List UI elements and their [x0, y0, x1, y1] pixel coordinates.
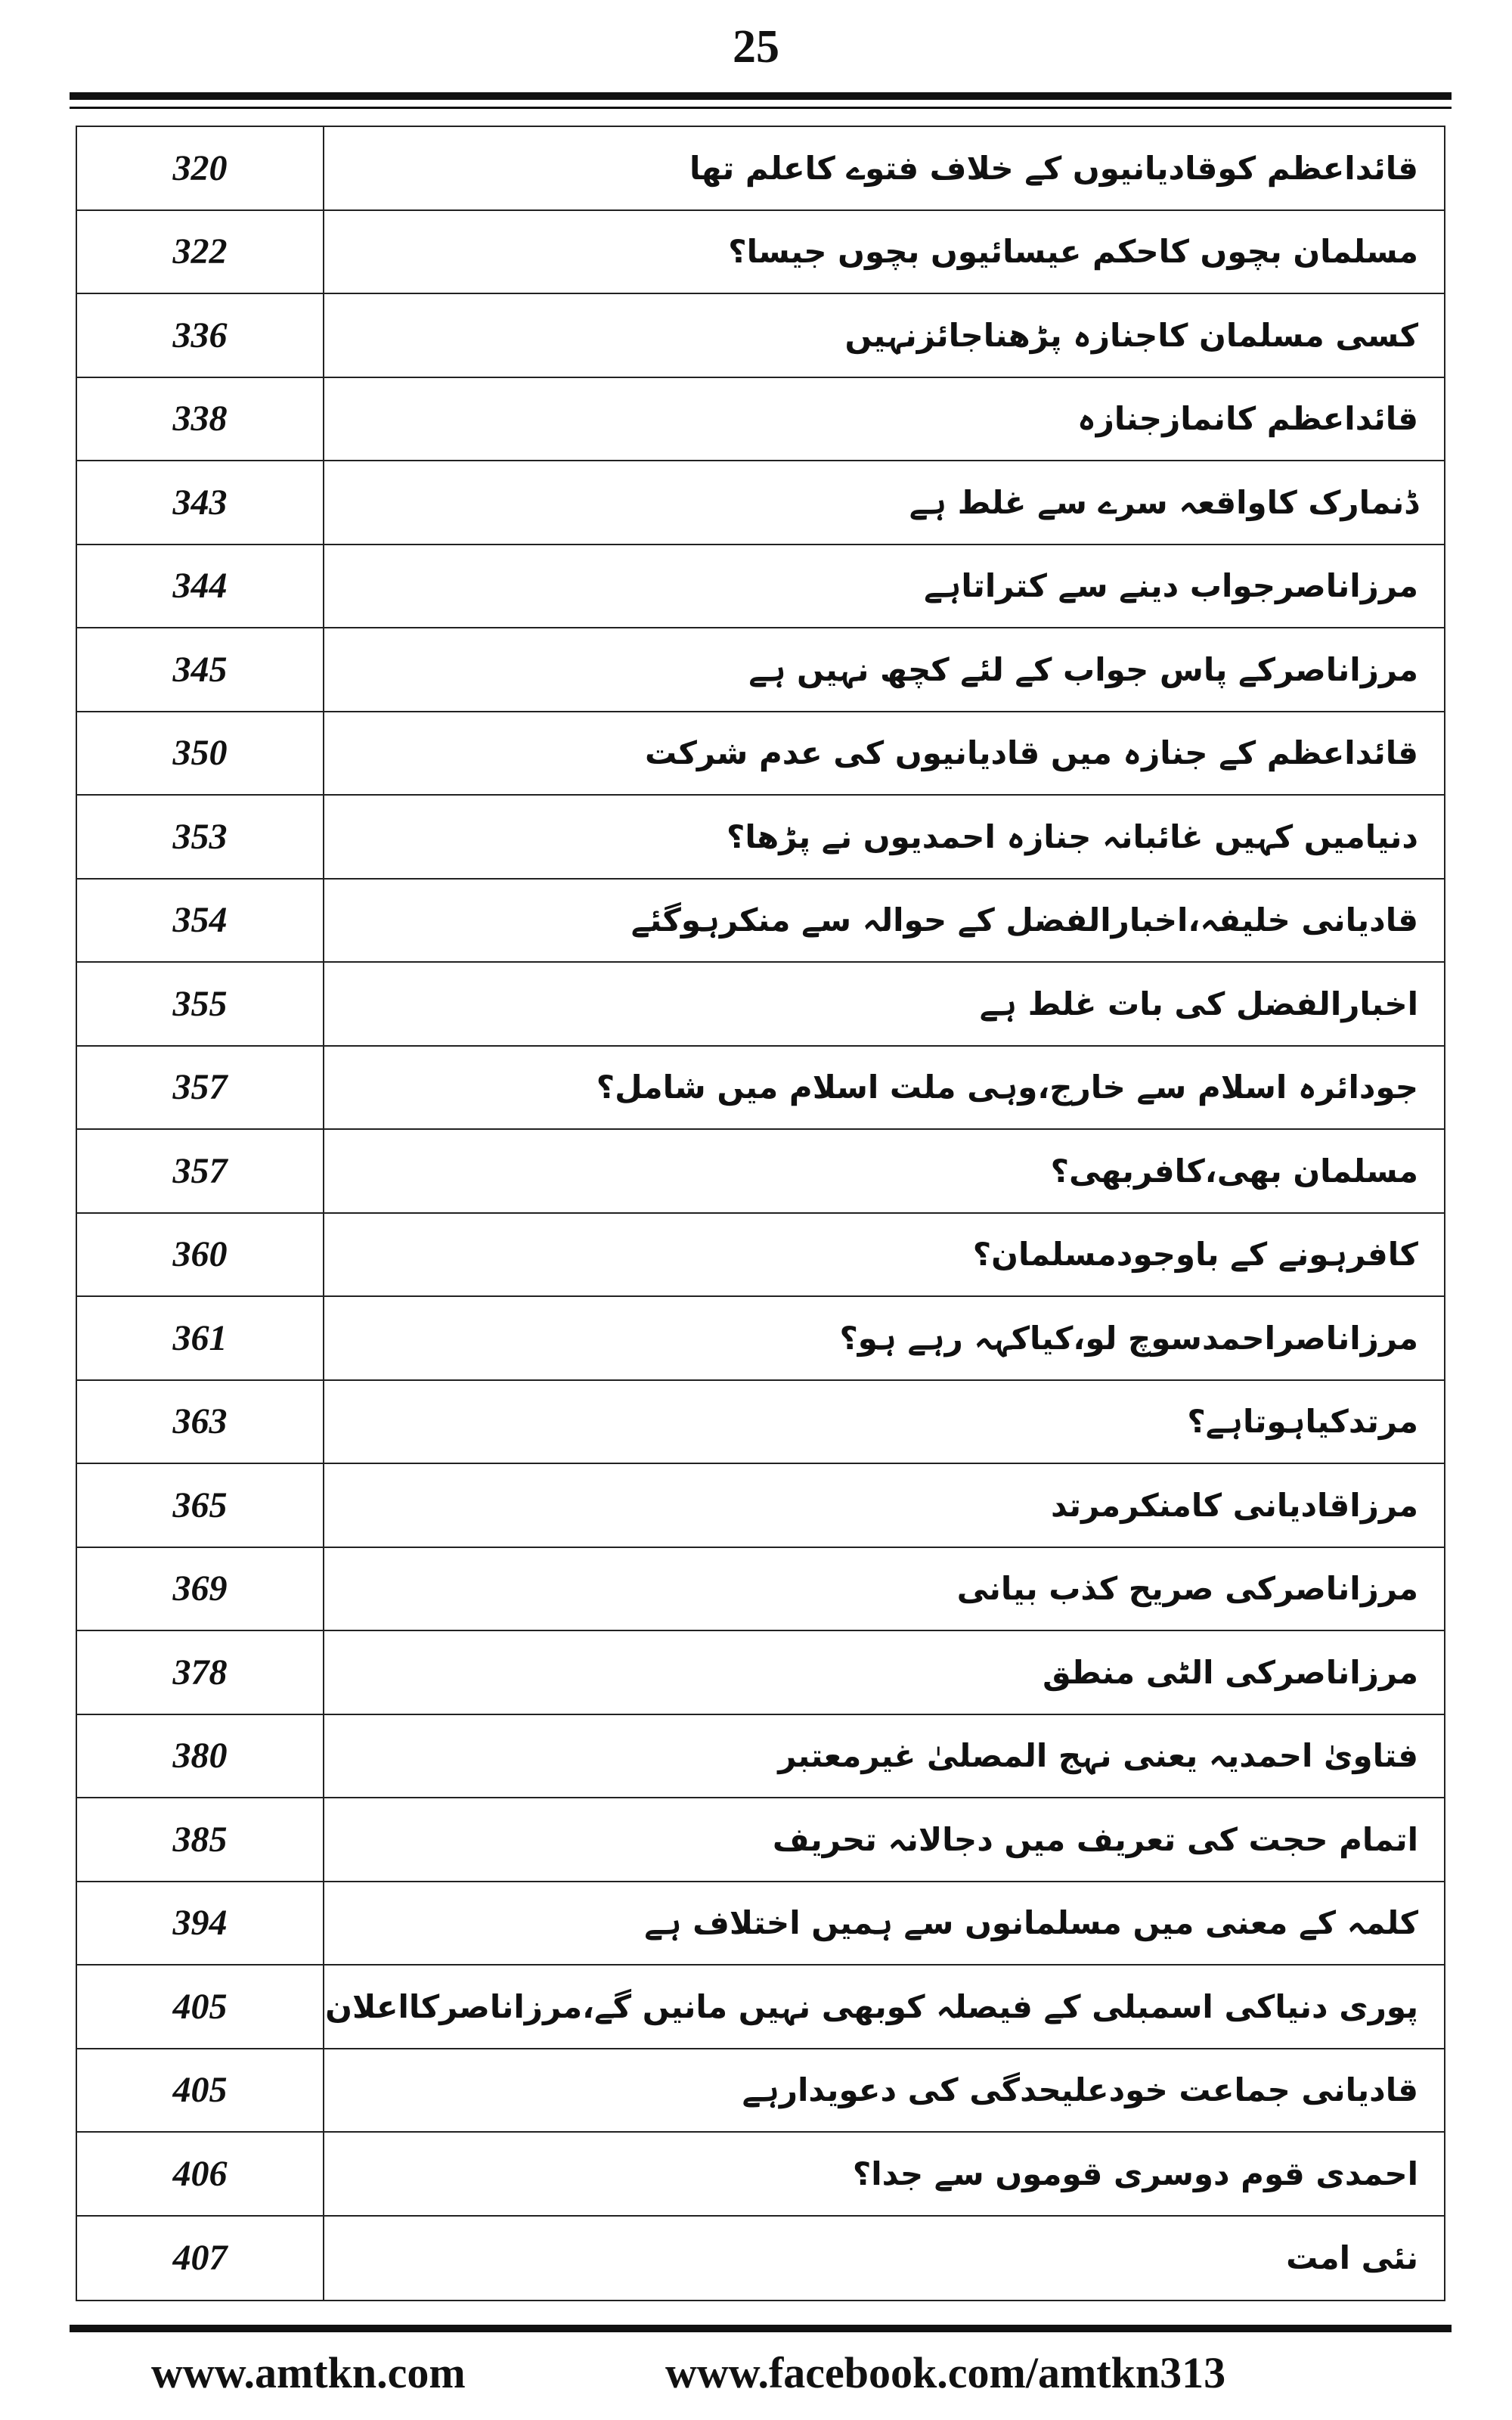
- toc-page-number: 353: [77, 796, 324, 878]
- toc-page-number: 322: [77, 211, 324, 293]
- toc-title: مسلمان بھی،کافربھی؟: [1050, 1152, 1418, 1190]
- toc-row[interactable]: [77, 2217, 1444, 2301]
- toc-title: قائداعظم کے جنازہ میں قادیانیوں کی عدم شرکت: [645, 734, 1418, 772]
- toc-row[interactable]: [77, 963, 1444, 1047]
- toc-title: مرزاناصرکی الٹی منطق: [1043, 1653, 1418, 1691]
- table-of-contents: [76, 126, 1445, 2301]
- toc-page-number: 360: [77, 1214, 324, 1296]
- toc-row[interactable]: [77, 1297, 1444, 1381]
- toc-title: مرزاناصرکی صریح کذب بیانی: [956, 1570, 1418, 1608]
- toc-title: مرزاناصراحمدسوچ لو،کیاکہہ رہے ہو؟: [839, 1319, 1418, 1357]
- toc-page-number: 369: [77, 1548, 324, 1630]
- toc-title: قادیانی خلیفہ،اخبارالفضل کے حوالہ سے منکرہوگئے: [631, 901, 1418, 939]
- toc-page-number: 365: [77, 1464, 324, 1547]
- toc-row[interactable]: [77, 1548, 1444, 1632]
- toc-page-number: 320: [77, 127, 324, 209]
- toc-title: کافرہونے کے باوجودمسلمان؟: [972, 1236, 1418, 1274]
- toc-page-number: 354: [77, 880, 324, 962]
- toc-title: قائداعظم کانمازجنازہ: [1077, 400, 1418, 438]
- toc-title: قادیانی جماعت خودعلیحدگی کی دعویدارہے: [742, 2071, 1418, 2109]
- toc-row[interactable]: [77, 461, 1444, 545]
- toc-row[interactable]: [77, 127, 1444, 211]
- toc-page-number: 338: [77, 378, 324, 461]
- toc-page-number: 361: [77, 1297, 324, 1379]
- toc-row[interactable]: [77, 2133, 1444, 2217]
- toc-row[interactable]: [77, 880, 1444, 963]
- toc-page-number: 380: [77, 1715, 324, 1798]
- toc-title: مسلمان بچوں کاحکم عیسائیوں بچوں جیسا؟: [728, 233, 1418, 271]
- toc-page-number: 405: [77, 2049, 324, 2132]
- toc-title: مرتدکیاہوتاہے؟: [1187, 1403, 1418, 1441]
- toc-page-number: 407: [77, 2217, 324, 2301]
- toc-title: مرزاقادیانی کامنکرمرتد: [1050, 1486, 1418, 1524]
- toc-row[interactable]: [77, 628, 1444, 712]
- toc-page-number: 357: [77, 1130, 324, 1212]
- toc-row[interactable]: [77, 211, 1444, 295]
- toc-row[interactable]: [77, 1130, 1444, 1214]
- toc-page-number: 355: [77, 963, 324, 1045]
- toc-title: نئی امت: [1286, 2239, 1418, 2277]
- toc-title: اتمام حجت کی تعریف میں دجالانہ تحریف: [772, 1820, 1418, 1858]
- page-number: 25: [733, 21, 779, 73]
- toc-row[interactable]: [77, 1464, 1444, 1548]
- toc-page-number: 385: [77, 1798, 324, 1881]
- toc-page-number: 394: [77, 1882, 324, 1965]
- toc-row[interactable]: [77, 796, 1444, 880]
- toc-row[interactable]: [77, 294, 1444, 378]
- top-thin-rule: [70, 107, 1452, 109]
- top-thick-rule: [70, 92, 1452, 100]
- toc-row[interactable]: [77, 1047, 1444, 1131]
- toc-title: جودائرہ اسلام سے خارج،وہی ملت اسلام میں شامل؟: [596, 1069, 1418, 1106]
- toc-page-number: 344: [77, 545, 324, 628]
- toc-title: مرزاناصرکے پاس جواب کے لئے کچھ نہیں ہے: [748, 650, 1418, 688]
- toc-title: کلمہ کے معنی میں مسلمانوں سے ہمیں اختلاف ہے: [644, 1904, 1418, 1942]
- toc-title: پوری دنیاکی اسمبلی کے فیصلہ کوبھی نہیں مانیں گے،مرزاناصرکااعلان: [325, 1987, 1418, 2025]
- toc-row[interactable]: [77, 1965, 1444, 2049]
- toc-title: کسی مسلمان کاجنازہ پڑھناجائزنہیں: [844, 316, 1418, 354]
- toc-row[interactable]: [77, 1882, 1444, 1966]
- toc-title: دنیامیں کہیں غائبانہ جنازہ احمدیوں نے پڑھا؟: [727, 818, 1418, 855]
- toc-row[interactable]: [77, 1715, 1444, 1799]
- toc-page-number: 363: [77, 1381, 324, 1463]
- toc-row[interactable]: [77, 712, 1444, 796]
- toc-page-number: 378: [77, 1631, 324, 1714]
- toc-row[interactable]: [77, 378, 1444, 462]
- footer: [0, 2344, 1512, 2405]
- toc-page-number: 350: [77, 712, 324, 795]
- toc-page-number: 336: [77, 294, 324, 377]
- toc-row[interactable]: [77, 545, 1444, 629]
- toc-page-number: 345: [77, 628, 324, 711]
- toc-title: فتاویٰ احمدیہ یعنی نہج المصلیٰ غیرمعتبر: [778, 1737, 1418, 1775]
- toc-page-number: 343: [77, 461, 324, 544]
- toc-title: احمدی قوم دوسری قوموں سے جدا؟: [852, 2155, 1418, 2192]
- toc-row[interactable]: [77, 1214, 1444, 1298]
- bottom-thick-rule: [70, 2325, 1452, 2332]
- toc-row[interactable]: [77, 1381, 1444, 1465]
- toc-title: قائداعظم کوقادیانیوں کے خلاف فتوے کاعلم تھا: [689, 149, 1418, 187]
- toc-page-number: 405: [77, 1965, 324, 2048]
- toc-title: اخبارالفضل کی بات غلط ہے: [979, 985, 1418, 1022]
- toc-title: ڈنمارک کاواقعہ سرے سے غلط ہے: [909, 483, 1418, 521]
- toc-row[interactable]: [77, 2049, 1444, 2133]
- toc-title: مرزاناصرجواب دینے سے کتراتاہے: [924, 567, 1418, 605]
- toc-row[interactable]: [77, 1798, 1444, 1882]
- toc-page-number: 357: [77, 1047, 324, 1129]
- footer-facebook-link[interactable]: www.facebook.com/amtkn313: [665, 2348, 1226, 2397]
- footer-website-link[interactable]: www.amtkn.com: [151, 2348, 466, 2397]
- toc-page-number: 406: [77, 2133, 324, 2215]
- toc-row[interactable]: [77, 1631, 1444, 1715]
